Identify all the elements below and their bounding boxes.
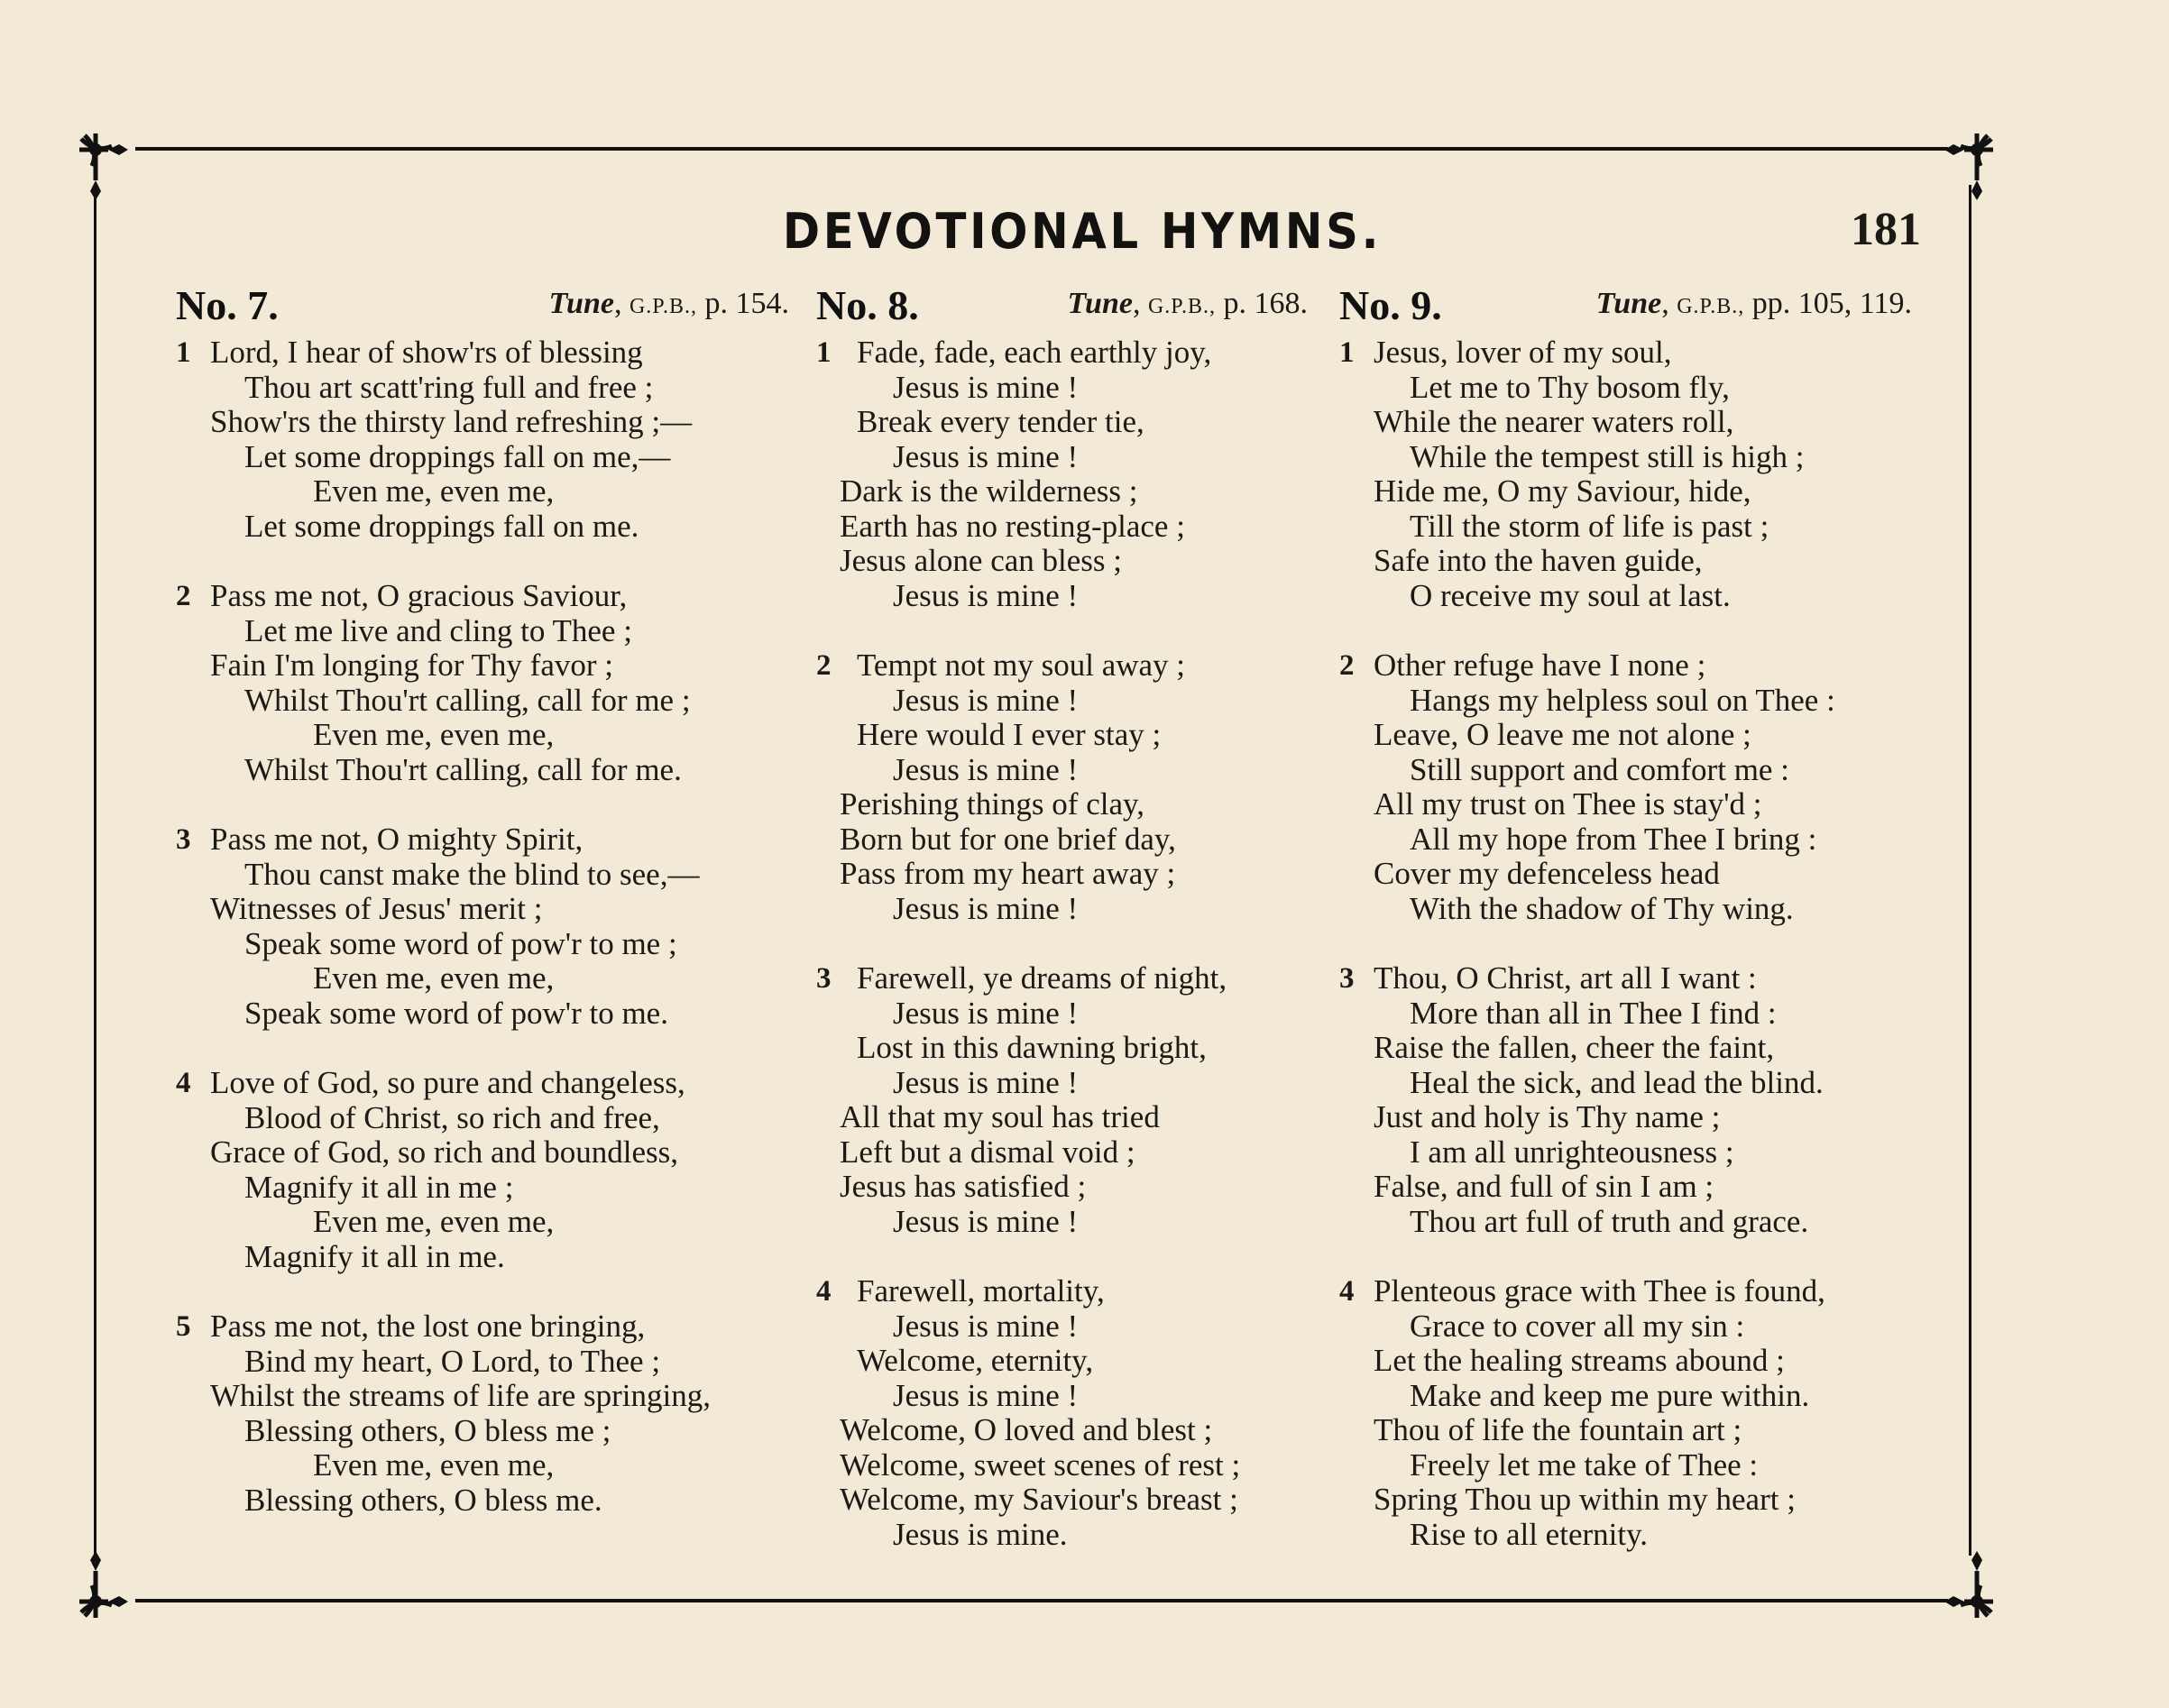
verse-line: Magnify it all in me. bbox=[244, 1238, 505, 1274]
verse-line: Pass me not, the lost one bringing, bbox=[210, 1309, 646, 1344]
verse bbox=[176, 822, 789, 1031]
tune-label: Tune bbox=[1595, 287, 1662, 320]
corner-ornament-top-right bbox=[1919, 126, 2000, 207]
hymn-header bbox=[176, 281, 789, 335]
bottom-border-rule bbox=[135, 1599, 1948, 1602]
verse bbox=[176, 1066, 789, 1274]
hymn-number: No. 9. bbox=[1339, 282, 1442, 328]
verse-line: While the tempest still is high ; bbox=[1410, 438, 1805, 474]
verse-line: Pass me not, O mighty Spirit, bbox=[210, 822, 584, 857]
verse-line: Jesus is mine ! bbox=[893, 438, 1079, 474]
verse-line: Freely let me take of Thee : bbox=[1410, 1446, 1759, 1483]
verse-line: All my trust on Thee is stay'd ; bbox=[1374, 786, 1762, 822]
verse-line: Born but for one brief day, bbox=[840, 821, 1176, 857]
verse-number: 3 bbox=[176, 823, 191, 856]
verse-line: Welcome, eternity, bbox=[857, 1343, 1094, 1378]
tune-label: Tune bbox=[548, 287, 614, 320]
verse-line: Plenteous grace with Thee is found, bbox=[1374, 1273, 1825, 1309]
verse-line: Even me, even me, bbox=[313, 1447, 555, 1483]
verse-line: Magnify it all in me ; bbox=[244, 1169, 514, 1205]
verse-line: Jesus is mine ! bbox=[893, 577, 1079, 613]
verse-line: Thou canst make the blind to see,— bbox=[244, 856, 700, 892]
verse-line: Till the storm of life is past ; bbox=[1410, 508, 1769, 544]
left-border-rule bbox=[94, 185, 97, 1556]
verse-line: Welcome, sweet scenes of rest ; bbox=[840, 1446, 1241, 1483]
tune-book: G.P.B., bbox=[1147, 295, 1216, 318]
verse bbox=[1339, 648, 1912, 926]
verse-line: Left but a dismal void ; bbox=[840, 1134, 1135, 1170]
verse-line: Let the healing streams abound ; bbox=[1374, 1343, 1785, 1378]
verse-line: Lost in this dawning bright, bbox=[857, 1030, 1207, 1065]
hymn-column-no-7 bbox=[176, 281, 789, 1553]
corner-ornament-top-left bbox=[72, 126, 153, 207]
verse-number: 3 bbox=[816, 962, 832, 995]
verse-line: Jesus is mine ! bbox=[893, 751, 1079, 787]
corner-ornament-bottom-right bbox=[1919, 1544, 2000, 1625]
tune-page: pp. 105, 119. bbox=[1751, 287, 1912, 320]
verse-line: Whilst Thou'rt calling, call for me. bbox=[244, 751, 682, 787]
verse-line: I am all unrighteousness ; bbox=[1410, 1134, 1734, 1170]
hymn-column-no-9 bbox=[1339, 281, 1912, 1587]
tune-book: G.P.B., bbox=[629, 295, 697, 318]
verse-line: While the nearer waters roll, bbox=[1374, 404, 1734, 439]
top-border-rule bbox=[135, 147, 1948, 151]
verse bbox=[816, 1274, 1308, 1552]
verse-line: Witnesses of Jesus' merit ; bbox=[210, 891, 543, 926]
verse-line: Blood of Christ, so rich and free, bbox=[244, 1099, 660, 1135]
verse-line: Safe into the haven guide, bbox=[1374, 543, 1703, 578]
tune-page: p. 168. bbox=[1223, 287, 1308, 320]
verse-line: Lord, I hear of show'rs of blessing bbox=[210, 335, 643, 370]
verse-line: Whilst the streams of life are springing, bbox=[210, 1378, 711, 1413]
verse-line: Here would I ever stay ; bbox=[857, 717, 1162, 752]
verse-number: 2 bbox=[816, 649, 832, 682]
verse-line: Let me to Thy bosom fly, bbox=[1410, 369, 1730, 405]
hymn-column-no-8 bbox=[816, 281, 1308, 1587]
verse-line: Pass me not, O gracious Saviour, bbox=[210, 578, 628, 613]
verse bbox=[1339, 961, 1912, 1239]
verse-line: Tempt not my soul away ; bbox=[857, 647, 1186, 683]
right-border-rule bbox=[1969, 185, 1971, 1556]
hymn-header bbox=[1339, 281, 1912, 335]
verse-line: Jesus is mine ! bbox=[893, 1377, 1079, 1413]
verse-line: Jesus is mine ! bbox=[893, 369, 1079, 405]
verse-line: Grace of God, so rich and boundless, bbox=[210, 1134, 679, 1170]
verse bbox=[816, 648, 1308, 926]
verse-line: Thou, O Christ, art all I want : bbox=[1374, 960, 1757, 996]
verse bbox=[816, 335, 1308, 613]
verse-line: Jesus is mine ! bbox=[893, 682, 1079, 718]
verse-line: Dark is the wilderness ; bbox=[840, 473, 1138, 509]
verse-line: Even me, even me, bbox=[313, 473, 555, 509]
verse-line: Farewell, mortality, bbox=[857, 1273, 1105, 1309]
verses bbox=[1339, 335, 1912, 1552]
verse-number: 1 bbox=[816, 336, 832, 369]
hymn-header bbox=[816, 281, 1308, 335]
verse-line: More than all in Thee I find : bbox=[1410, 995, 1777, 1031]
verse-line: O receive my soul at last. bbox=[1410, 577, 1731, 613]
verse-line: Heal the sick, and lead the blind. bbox=[1410, 1064, 1824, 1100]
verse-line: Thou art full of truth and grace. bbox=[1410, 1203, 1809, 1239]
verse-line: Other refuge have I none ; bbox=[1374, 647, 1706, 683]
verse-line: Let some droppings fall on me,— bbox=[244, 438, 671, 474]
verse-number: 1 bbox=[1339, 336, 1355, 369]
verse bbox=[1339, 335, 1912, 613]
verse-line: Whilst Thou'rt calling, call for me ; bbox=[244, 682, 691, 718]
verse-number: 4 bbox=[176, 1067, 191, 1099]
verse-line: Leave, O leave me not alone ; bbox=[1374, 717, 1751, 752]
verse-line: Break every tender tie, bbox=[857, 404, 1144, 439]
verse-line: Grace to cover all my sin : bbox=[1410, 1308, 1745, 1344]
verse-line: Thou art scatt'ring full and free ; bbox=[244, 369, 654, 405]
verse-line: Let me live and cling to Thee ; bbox=[244, 612, 632, 648]
verse-line: Jesus is mine ! bbox=[893, 1203, 1079, 1239]
verse-line: Welcome, O loved and blest ; bbox=[840, 1412, 1213, 1447]
verse-number: 5 bbox=[176, 1310, 191, 1343]
verse-line: Fade, fade, each earthly joy, bbox=[857, 335, 1212, 370]
verse-line: False, and full of sin I am ; bbox=[1374, 1169, 1714, 1204]
verse-line: Raise the fallen, cheer the faint, bbox=[1374, 1030, 1775, 1065]
verse bbox=[1339, 1274, 1912, 1552]
verse-line: Bind my heart, O Lord, to Thee ; bbox=[244, 1343, 661, 1379]
verse-line: Just and holy is Thy name ; bbox=[1374, 1099, 1721, 1134]
corner-ornament-bottom-left bbox=[72, 1544, 153, 1625]
tune-label: Tune bbox=[1067, 287, 1133, 320]
verse-line: Show'rs the thirsty land refreshing ;— bbox=[210, 404, 693, 439]
verse-line: Speak some word of pow'r to me ; bbox=[244, 925, 677, 961]
tune-reference: Tune, G.P.B., p. 154. bbox=[548, 287, 789, 320]
verse-line: All that my soul has tried bbox=[840, 1099, 1160, 1134]
verse-number: 4 bbox=[1339, 1275, 1355, 1308]
verse-line: Hangs my helpless soul on Thee : bbox=[1410, 682, 1835, 718]
verse-line: Jesus is mine ! bbox=[893, 890, 1079, 926]
verse-line: Hide me, O my Saviour, hide, bbox=[1374, 473, 1751, 509]
verse-line: Let some droppings fall on me. bbox=[244, 508, 639, 544]
verse-line: Rise to all eternity. bbox=[1410, 1516, 1649, 1552]
verse bbox=[816, 961, 1308, 1239]
verse-line: Jesus is mine ! bbox=[893, 1064, 1079, 1100]
verse-line: Blessing others, O bless me ; bbox=[244, 1412, 611, 1448]
verse-line: Fain I'm longing for Thy favor ; bbox=[210, 647, 613, 683]
hymn-number: No. 7. bbox=[176, 282, 279, 328]
verse-line: Love of God, so pure and changeless, bbox=[210, 1065, 685, 1100]
verse bbox=[176, 1309, 789, 1518]
verse-line: Still support and comfort me : bbox=[1410, 751, 1789, 787]
verse-line: Speak some word of pow'r to me. bbox=[244, 995, 668, 1031]
verse-line: Jesus alone can bless ; bbox=[840, 543, 1122, 578]
verse bbox=[176, 579, 789, 787]
verse-line: Even me, even me, bbox=[313, 717, 555, 752]
verse-line: Make and keep me pure within. bbox=[1410, 1377, 1810, 1413]
verse-number: 3 bbox=[1339, 962, 1355, 995]
verse-line: Perishing things of clay, bbox=[840, 786, 1144, 822]
verse-line: Earth has no resting-place ; bbox=[840, 508, 1185, 544]
verse-number: 1 bbox=[176, 336, 191, 369]
tune-page: p. 154. bbox=[704, 287, 789, 320]
verse bbox=[176, 335, 789, 544]
page-number: 181 bbox=[1851, 204, 1921, 255]
page-title: DEVOTIONAL HYMNS. bbox=[782, 203, 1383, 260]
verses bbox=[816, 335, 1308, 1552]
verse-line: Thou of life the fountain art ; bbox=[1374, 1412, 1742, 1447]
verse-line: Jesus has satisfied ; bbox=[840, 1169, 1087, 1204]
verse-line: Spring Thou up within my heart ; bbox=[1374, 1482, 1796, 1517]
verse-line: Jesus is mine. bbox=[893, 1516, 1068, 1552]
verse-number: 2 bbox=[176, 580, 191, 612]
verse-line: All my hope from Thee I bring : bbox=[1410, 821, 1817, 857]
verse-line: Pass from my heart away ; bbox=[840, 856, 1176, 891]
verse-line: Blessing others, O bless me. bbox=[244, 1482, 602, 1518]
verse-line: Even me, even me, bbox=[313, 1204, 555, 1239]
hymn-number: No. 8. bbox=[816, 282, 919, 328]
verse-line: Cover my defenceless head bbox=[1374, 856, 1720, 891]
verse-line: Jesus is mine ! bbox=[893, 1308, 1079, 1344]
tune-reference: Tune, G.P.B., p. 168. bbox=[1067, 287, 1308, 320]
tune-book: G.P.B., bbox=[1677, 295, 1745, 318]
verse-line: Jesus, lover of my soul, bbox=[1374, 335, 1672, 370]
verse-number: 4 bbox=[816, 1275, 832, 1308]
verse-number: 2 bbox=[1339, 649, 1355, 682]
verse-line: Farewell, ye dreams of night, bbox=[857, 960, 1227, 996]
verse-line: Jesus is mine ! bbox=[893, 995, 1079, 1031]
verse-line: Welcome, my Saviour's breast ; bbox=[840, 1482, 1238, 1517]
verses bbox=[176, 335, 789, 1518]
verse-line: Even me, even me, bbox=[313, 960, 555, 996]
tune-reference: Tune, G.P.B., pp. 105, 119. bbox=[1595, 287, 1912, 320]
verse-line: With the shadow of Thy wing. bbox=[1410, 890, 1794, 926]
